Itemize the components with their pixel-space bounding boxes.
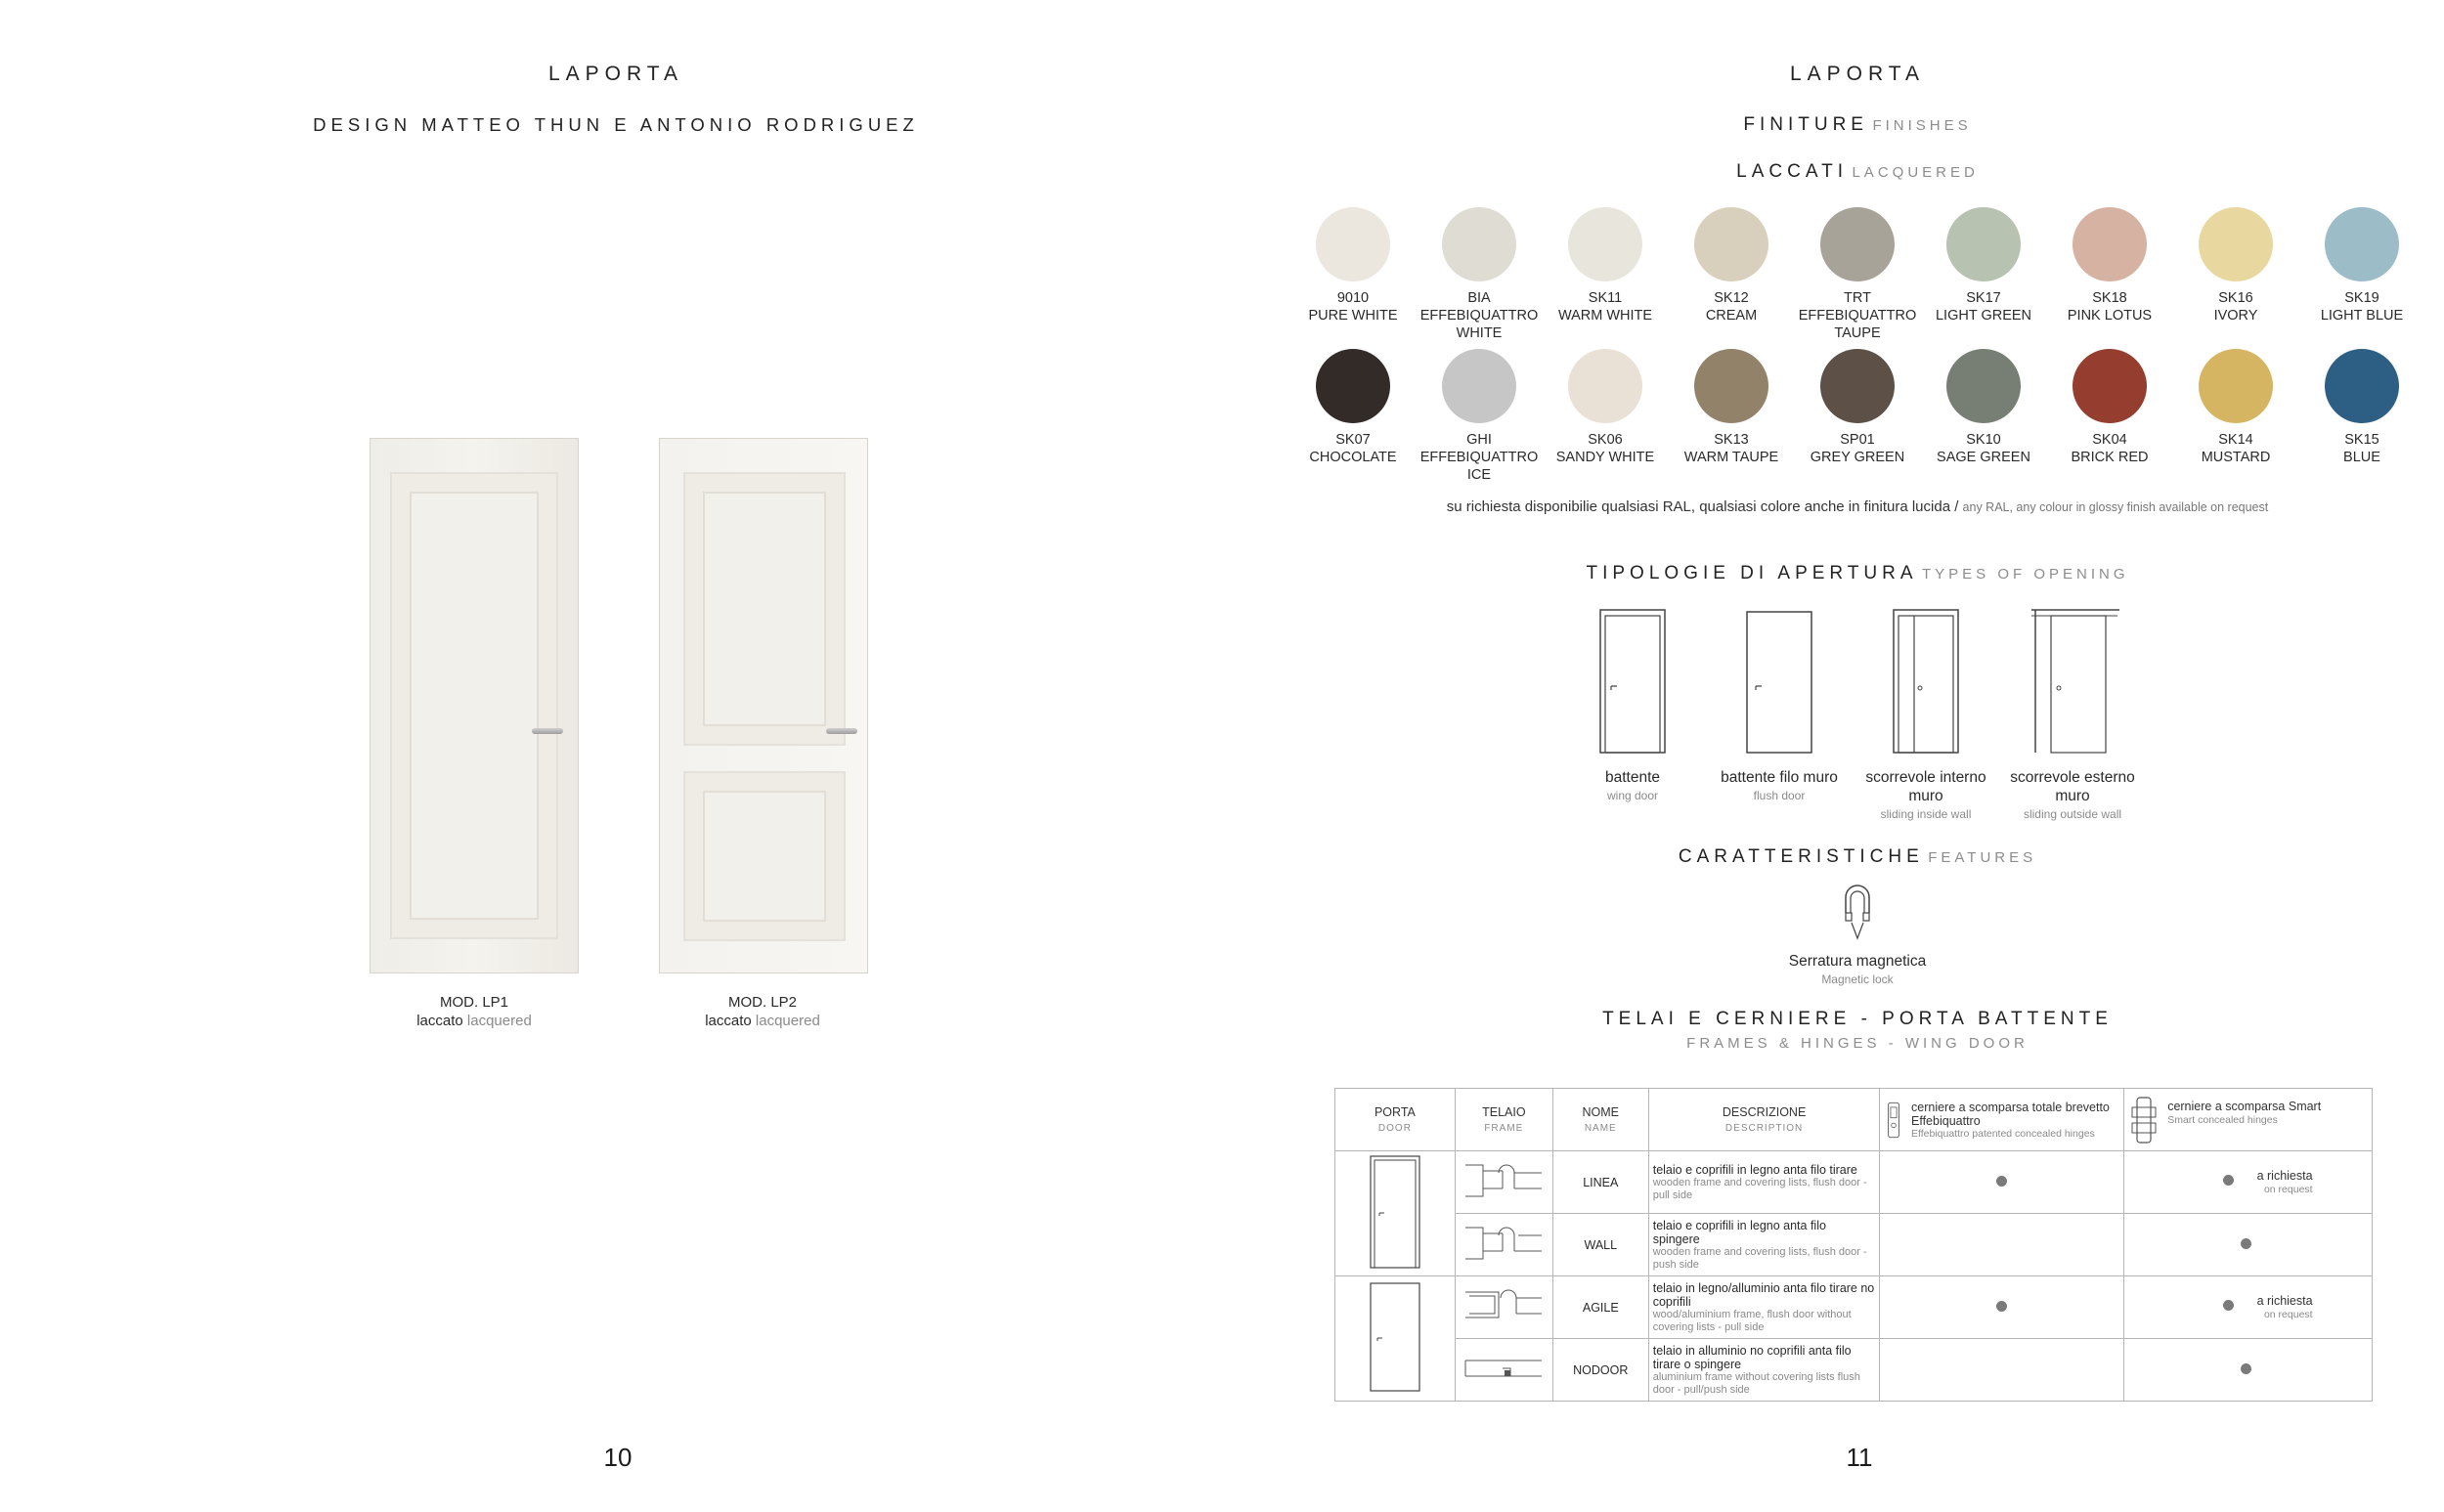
swatch: SK18 PINK LOTUS	[2047, 207, 2172, 324]
swatch: SK13 WARM TAUPE	[1669, 349, 1794, 466]
color-dot	[1568, 349, 1642, 423]
designers-subtitle: DESIGN MATTEO THUN E ANTONIO RODRIGUEZ	[313, 114, 919, 135]
hinge1-cell	[1880, 1339, 2124, 1402]
hinge1-cell	[1880, 1151, 2124, 1214]
door-lp2-model: MOD. LP2	[727, 994, 798, 1011]
frame-section-cell	[1455, 1151, 1552, 1214]
availability-dot	[1996, 1176, 2007, 1187]
lacquered-heading: LACCATI LACQUERED	[1736, 161, 1979, 182]
flush-door-icon	[1740, 608, 1818, 755]
color-dot	[1316, 349, 1390, 423]
color-dot	[2199, 207, 2273, 281]
sliding-inside-wall-icon	[1887, 608, 1965, 755]
color-dot	[1442, 207, 1516, 281]
frames-title: TELAI E CERNIERE - PORTA BATTENTE	[1602, 1009, 2113, 1029]
color-dot	[1820, 349, 1895, 423]
swatch: SK16 IVORY	[2173, 207, 2298, 324]
color-dot	[2073, 207, 2147, 281]
availability-dot	[2241, 1238, 2251, 1249]
concealed-hinge-icon	[1884, 1094, 1905, 1146]
feature-magnetic-lock: Serratura magnetica Magnetic lock	[1740, 884, 1975, 986]
frame-section-nodoor-icon	[1463, 1347, 1544, 1390]
row-name-linea: LINEA	[1552, 1151, 1648, 1214]
color-dot	[1694, 349, 1768, 423]
frame-section-cell	[1455, 1339, 1552, 1402]
door-cell-framed	[1335, 1151, 1456, 1276]
sliding-outside-wall-icon	[2024, 608, 2121, 755]
door-lp1-model: MOD. LP1	[439, 994, 509, 1011]
opening-sliding-inside: scorrevole interno muro sliding inside wall	[1853, 608, 1999, 821]
swatch: GHI EFFEBIQUATTRO ICE	[1417, 349, 1542, 484]
swatch: SK17 LIGHT GREEN	[1921, 207, 2046, 324]
door-lp2-caption	[655, 993, 870, 1030]
availability-dot	[2223, 1300, 2234, 1311]
row-description: telaio e coprifili in legno anta filo spingere wooden frame and covering lists, flush door - push side	[1648, 1214, 1880, 1276]
header-description: DESCRIZIONE DESCRIPTION	[1648, 1089, 1880, 1151]
hinge2-cell	[2124, 1339, 2373, 1402]
door-lp2-image	[659, 438, 868, 973]
frame-section-cell	[1455, 1276, 1552, 1339]
color-dot	[2325, 349, 2399, 423]
ral-note: su richiesta disponibilie qualsiasi RAL, qualsiasi colore anche in finitura lucida / any RAL, any colour in glossy finish available on request	[1446, 498, 2269, 515]
swatch: SK15 BLUE	[2299, 349, 2424, 466]
availability-dot	[2223, 1175, 2234, 1186]
magnetic-lock-icon	[1838, 884, 1877, 942]
row-name-agile: AGILE	[1552, 1276, 1648, 1339]
frame-section-agile-icon	[1463, 1284, 1544, 1327]
opening-sliding-outside: scorrevole esterno muro sliding outside wall	[1999, 608, 2146, 821]
opening-flush-door: battente filo muro flush door	[1706, 608, 1853, 802]
on-request-note: a richiesta on request	[2256, 1168, 2313, 1195]
door-lp2-finish-en: lacquered	[755, 1013, 820, 1029]
smart-hinge-icon	[2128, 1094, 2161, 1146]
swatch: SK07 CHOCOLATE	[1290, 349, 1416, 466]
header-hinge-effebiquattro: cerniere a scomparsa totale brevetto Effebiquattro Effebiquattro patented concealed hinges	[1880, 1089, 2124, 1151]
frame-section-linea-icon	[1463, 1159, 1544, 1202]
hinge1-cell	[1880, 1214, 2124, 1276]
color-dot	[1946, 349, 2021, 423]
door-handle	[826, 728, 857, 734]
row-description: telaio in alluminio no coprifili anta filo tirare o spingere aluminium frame without covering lists flush door - pull/push side	[1648, 1339, 1880, 1402]
swatch: 9010 PURE WHITE	[1290, 207, 1416, 324]
color-dot	[1568, 207, 1642, 281]
color-dot	[1694, 207, 1768, 281]
swatch: SP01 GREY GREEN	[1795, 349, 1920, 466]
color-dot	[1316, 207, 1390, 281]
color-dot	[1820, 207, 1895, 281]
availability-dot	[2241, 1363, 2251, 1374]
door-lp2-finish: laccato	[705, 1013, 752, 1029]
color-dot	[2325, 207, 2399, 281]
door-lp1-finish-en: lacquered	[466, 1013, 532, 1029]
opening-heading: TIPOLOGIE DI APERTURA TYPES OF OPENING	[1586, 563, 2129, 583]
door-cell-flush	[1335, 1276, 1456, 1402]
swatch: SK06 SANDY WHITE	[1543, 349, 1668, 466]
row-description: telaio in legno/alluminio anta filo tirare no coprifili wood/aluminium frame, flush door without covering lists - pull side	[1648, 1276, 1880, 1339]
swatch: SK10 SAGE GREEN	[1921, 349, 2046, 466]
flush-door-icon	[1368, 1279, 1422, 1395]
table-header-row	[1335, 1089, 2373, 1151]
opening-wing-door: battente wing door	[1559, 608, 1706, 802]
features-heading: CARATTERISTICHE FEATURES	[1678, 846, 2037, 867]
wing-door-icon	[1593, 608, 1672, 755]
framed-door-icon	[1368, 1154, 1422, 1270]
header-name: NOME NAME	[1552, 1089, 1648, 1151]
swatch: SK11 WARM WHITE	[1543, 207, 1668, 324]
door-lp1-finish: laccato	[416, 1013, 463, 1029]
swatch: BIA EFFEBIQUATTRO WHITE	[1417, 207, 1542, 342]
color-dot	[1946, 207, 2021, 281]
header-frame: TELAIO FRAME	[1455, 1089, 1552, 1151]
hinge2-cell	[2124, 1151, 2373, 1214]
on-request-note: a richiesta on request	[2256, 1293, 2313, 1320]
hinge2-cell	[2124, 1214, 2373, 1276]
door-lp1-caption	[367, 993, 582, 1030]
header-hinge-smart: cerniere a scomparsa Smart Smart concealed hinges	[2124, 1089, 2373, 1151]
color-dot	[2199, 349, 2273, 423]
swatch: SK12 CREAM	[1669, 207, 1794, 324]
right-brand-title: LAPORTA	[1789, 63, 1926, 85]
swatch: SK14 MUSTARD	[2173, 349, 2298, 466]
page-number-right: 11	[1846, 1443, 1873, 1472]
page-number-left: 10	[603, 1443, 633, 1472]
left-brand-title: LAPORTA	[547, 63, 684, 85]
table-row	[1335, 1339, 2373, 1402]
swatch: SK04 BRICK RED	[2047, 349, 2172, 466]
door-handle	[532, 728, 563, 734]
frames-subtitle: FRAMES & HINGES - WING DOOR	[1686, 1035, 2029, 1052]
availability-dot	[1996, 1301, 2007, 1312]
table-row	[1335, 1214, 2373, 1276]
row-name-nodoor: NODOOR	[1552, 1339, 1648, 1402]
color-dot	[1442, 349, 1516, 423]
finishes-heading: FINITURE FINISHES	[1743, 114, 1972, 135]
color-dot	[2073, 349, 2147, 423]
frames-hinges-table	[1334, 1088, 2373, 1402]
swatch: SK19 LIGHT BLUE	[2299, 207, 2424, 324]
table-row	[1335, 1276, 2373, 1339]
door-lp1-image	[370, 438, 579, 973]
frame-section-cell	[1455, 1214, 1552, 1276]
hinge2-cell	[2124, 1276, 2373, 1339]
row-description: telaio e coprifili in legno anta filo tirare wooden frame and covering lists, flush door - pull side	[1648, 1151, 1880, 1214]
swatch: TRT EFFEBIQUATTRO TAUPE	[1795, 207, 1920, 342]
row-name-wall: WALL	[1552, 1214, 1648, 1276]
header-door: PORTA DOOR	[1335, 1089, 1456, 1151]
table-row	[1335, 1151, 2373, 1214]
hinge1-cell	[1880, 1276, 2124, 1339]
frame-section-wall-icon	[1463, 1222, 1544, 1265]
